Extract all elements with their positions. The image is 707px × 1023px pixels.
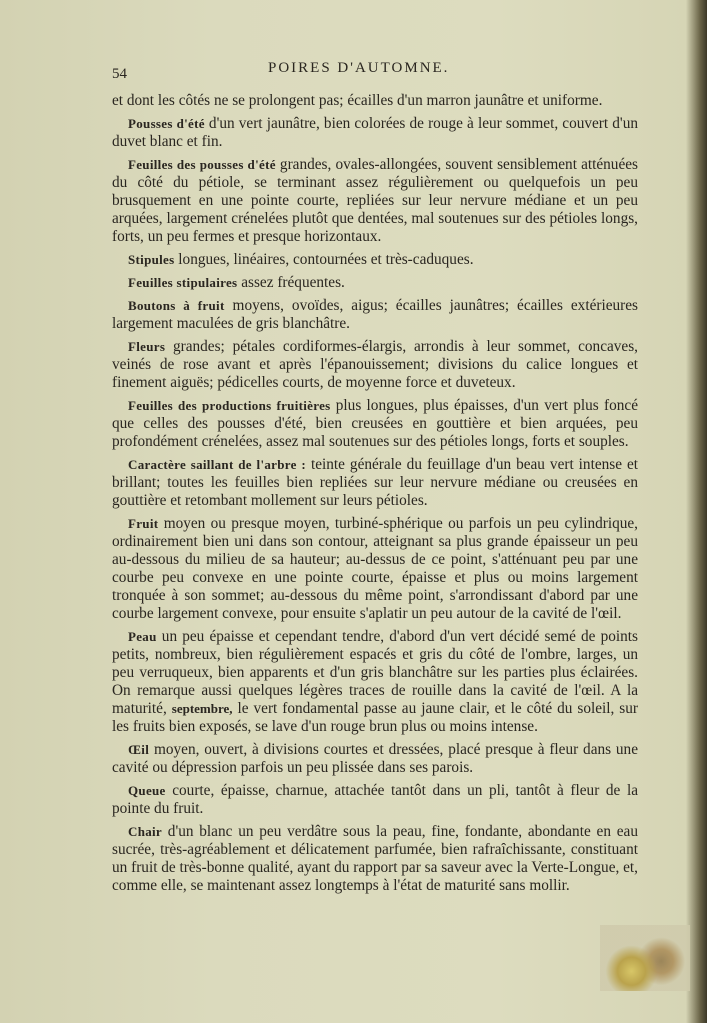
paragraph-lead: Fleurs <box>128 339 166 354</box>
paragraph-fleurs <box>112 338 638 392</box>
paragraph-lead: Fruit <box>128 516 159 531</box>
paragraph-lead: Boutons à fruit <box>128 298 225 313</box>
paragraph-text: et dont les côtés ne se prolongent pas; écailles d'un marron jaunâtre et uniforme. <box>112 92 603 109</box>
paragraph-lead: Pousses d'été <box>128 116 205 131</box>
paragraph-text: grandes, ovales-allongées, souvent sensiblement atténuées du côté du pétiole, se terminant assez régulièrement ou quelquefois un peu brusquement en une pointe courte, repliées sur leur nervure médiane et un peu arquées, largement crénelées plutôt que dentées, mal soutenues sur des pétioles longs, forts, un peu fermes et presque horizontaux. <box>112 156 638 245</box>
paragraph-oeil <box>112 741 638 777</box>
paragraph-lead: Queue <box>128 783 166 798</box>
paragraph-lead: Peau <box>128 629 157 644</box>
paragraph-text: teinte générale du feuillage d'un beau vert intense et brillant; toutes les feuilles bien repliées sur leur nervure médiane ou creusées en gouttière et retombant mollement sur leurs pétioles. <box>112 456 638 509</box>
paragraph-lead: Feuilles des productions fruitières <box>128 398 331 413</box>
paragraph-lead: Caractère saillant de l'arbre : <box>128 457 307 472</box>
paragraph-text: moyen ou presque moyen, turbiné-sphérique ou parfois un peu cylindrique, ordinairement bien uni dans son contour, atteignant sa plus grande épaisseur un peu au-dessous du milieu de sa hauteur; au-dessus de ce point, s'atténuant peu par une courbe peu convexe en une pointe courte, épaisse et plus ou moins largement tronquée à son sommet; au-dessous du même point, s'arrondissant d'abord par une courbe largement convexe, pour ensuite s'aplatir un peu autour de la cavité de l'œil. <box>112 515 638 622</box>
paragraph-text: plus longues, plus épaisses, d'un vert plus foncé que celles des pousses d'été, bien creusées en gouttière et bien arquées, peu profondément crénelées, assez mal soutenues sur des pétioles longs, forts et souples. <box>112 397 638 450</box>
paragraph-text: le vert fondamental passe au jaune clair, et le côté du soleil, sur les fruits bien exposés, se lave d'un rouge brun plus ou moins intense. <box>112 700 638 735</box>
paragraph-text: assez fréquentes. <box>237 274 345 291</box>
paragraph-lead: Feuilles stipulaires <box>128 275 238 290</box>
paragraph-stipules <box>112 251 638 269</box>
paragraph-inline-bold: septembre, <box>171 701 233 716</box>
paragraph-text: longues, linéaires, contournées et très-caduques. <box>174 251 474 268</box>
paragraph-boutons <box>112 297 638 333</box>
page-body <box>112 92 638 900</box>
paragraph-feuilles-pousses <box>112 156 638 246</box>
paragraph-continuation <box>112 92 638 110</box>
paragraph-text: un peu épaisse et cependant tendre, d'abord d'un vert décidé semé de points petits, nombreux, bien régulièrement espacés et gris du côté de l'ombre, larges, un peu verruqueux, bien apparents et d'un gris blanchâtre sur les parties plus éclairées. On remarque aussi quelques légères traces de rouille dans la cavité de l'œil. A la maturité, <box>112 628 638 717</box>
paragraph-text: courte, épaisse, charnue, attachée tantôt dans un pli, tantôt à fleur de la pointe du fruit. <box>112 782 638 817</box>
paragraph-peau <box>112 628 638 736</box>
paragraph-chair <box>112 823 638 895</box>
paragraph-text: grandes; pétales cordiformes-élargis, arrondis à leur sommet, concaves, veinés de rose avant et après l'épanouissement; divisions du calice longues et finement aiguës; pédicelles courts, de moyenne force et duveteux. <box>112 338 638 391</box>
pear-thumbnail-image <box>600 925 690 991</box>
paragraph-lead: Feuilles des pousses d'été <box>128 157 276 172</box>
paragraph-feuilles-stipulaires <box>112 274 638 292</box>
paragraph-lead: Œil <box>128 742 150 757</box>
paragraph-pousses <box>112 115 638 151</box>
running-title: POIRES D'AUTOMNE. <box>268 60 450 76</box>
page-number: 54 <box>112 66 127 82</box>
paragraph-lead: Chair <box>128 824 162 839</box>
paragraph-queue <box>112 782 638 818</box>
paragraph-feuilles-productions <box>112 397 638 451</box>
paragraph-text: moyen, ouvert, à divisions courtes et dressées, placé presque à fleur dans une cavité ou dépression parfois un peu plissée dans ses parois. <box>112 741 638 776</box>
paragraph-text: d'un blanc un peu verdâtre sous la peau, fine, fondante, abondante en eau sucrée, très-agréablement et délicatement parfumée, bien rafraîchissante, constituant un fruit de très-bonne qualité, ayant du rapport par sa saveur avec la Verte-Longue, et, comme elle, se maintenant assez longtemps à l'état de maturité sans mollir. <box>112 823 638 894</box>
paragraph-caractere <box>112 456 638 510</box>
paragraph-lead: Stipules <box>128 252 175 267</box>
paragraph-fruit <box>112 515 638 623</box>
paragraph-text: moyens, ovoïdes, aigus; écailles jaunâtres; écailles extérieures largement maculées de gris blanchâtre. <box>112 297 638 332</box>
paragraph-text: d'un vert jaunâtre, bien colorées de rouge à leur sommet, couvert d'un duvet blanc et fin. <box>112 115 638 150</box>
